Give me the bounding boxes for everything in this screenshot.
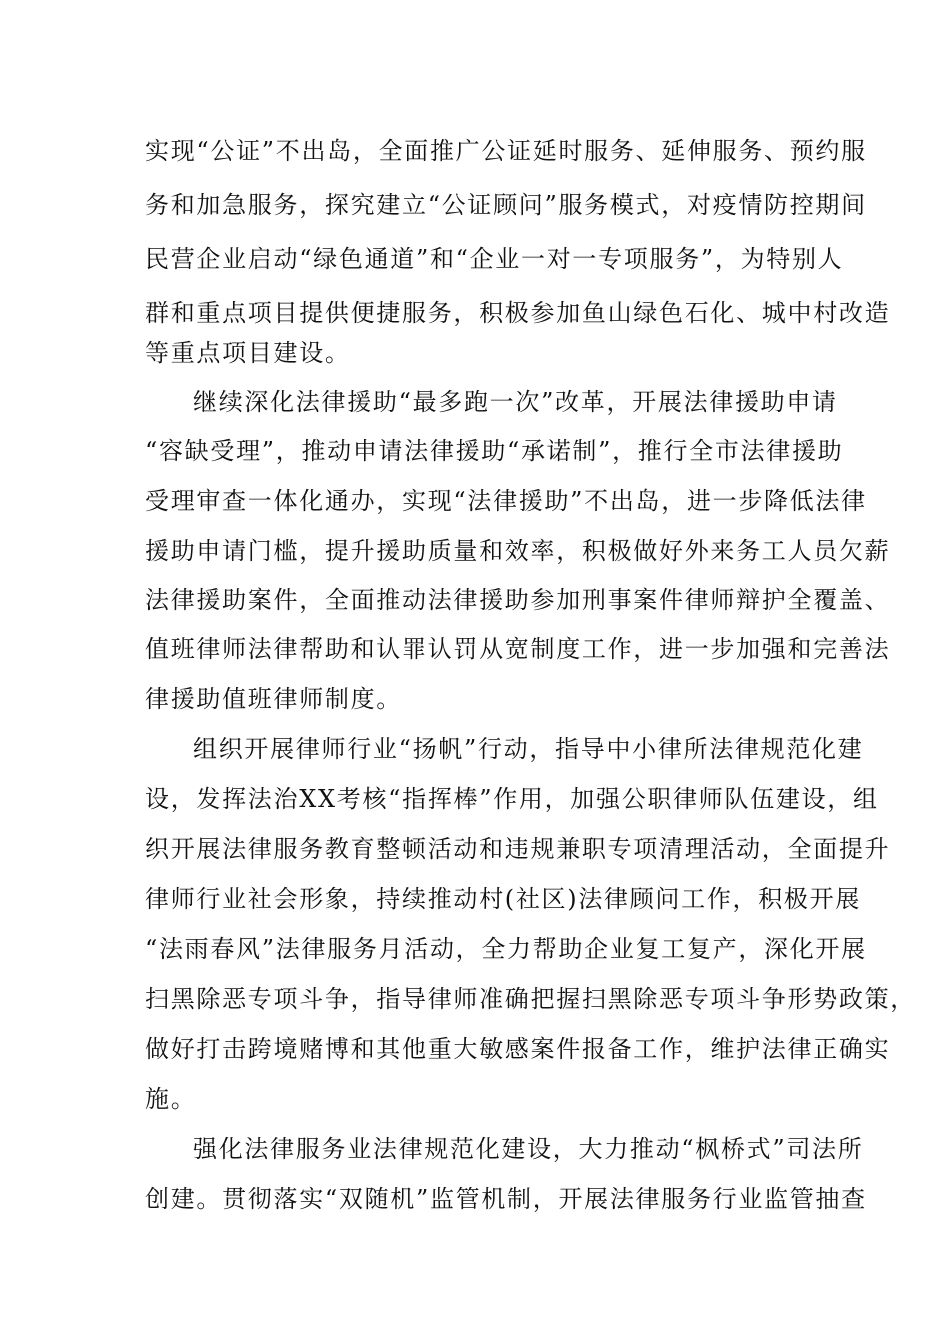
text-line: 务和加急服务，探究建立“公证顾问”服务模式，对疫情防控期间 bbox=[145, 191, 867, 219]
text-line: 织开展法律服务教育整顿活动和违规兼职专项清理活动，全面提升 bbox=[145, 835, 891, 863]
text-line: “法雨春风”法律服务月活动，全力帮助企业复工复产，深化开展 bbox=[145, 935, 867, 963]
text-line: “容缺受理”，推动申请法律援助“承诺制”，推行全市法律援助 bbox=[145, 437, 844, 465]
text-line: 设，发挥法治XX考核“指挥棒”作用，加强公职律师队伍建设，组 bbox=[145, 785, 879, 813]
text-line: 受理审查一体化通办，实现“法律援助”不出岛，进一步降低法律 bbox=[145, 487, 867, 515]
text-line: 施。 bbox=[145, 1085, 197, 1113]
text-line: 扫黑除恶专项斗争，指导律师准确把握扫黑除恶专项斗争形势政策， bbox=[145, 985, 916, 1013]
text-line: 律师行业社会形象，持续推动村(社区)法律顾问工作，积极开展 bbox=[145, 885, 862, 913]
text-line: 群和重点项目提供便捷服务，积极参加鱼山绿色石化、城中村改造 bbox=[145, 299, 891, 327]
text-line: 援助申请门槛，提升援助质量和效率，积极做好外来务工人员欠薪 bbox=[145, 537, 891, 565]
text-line: 创建。贯彻落实“双随机”监管机制，开展法律服务行业监管抽查 bbox=[145, 1185, 867, 1213]
text-line: 实现“公证”不出岛，全面推广公证延时服务、延伸服务、预约服 bbox=[145, 137, 867, 165]
text-line: 做好打击跨境赌博和其他重大敏感案件报备工作，维护法律正确实 bbox=[145, 1035, 891, 1063]
paragraph-first-line: 组织开展律师行业“扬帆”行动，指导中小律所法律规范化建 bbox=[193, 735, 864, 763]
paragraph-first-line: 强化法律服务业法律规范化建设，大力推动“枫桥式”司法所 bbox=[193, 1135, 864, 1163]
text-line: 律援助值班律师制度。 bbox=[145, 685, 402, 713]
text-line: 民营企业启动“绿色通道”和“企业一对一专项服务”，为特别人 bbox=[145, 245, 844, 273]
text-line: 法律援助案件，全面推动法律援助参加刑事案件律师辩护全覆盖、 bbox=[145, 586, 891, 614]
paragraph-first-line: 继续深化法律援助“最多跑一次”改革，开展法律援助申请 bbox=[193, 388, 838, 416]
text-line: 等重点项目建设。 bbox=[145, 339, 351, 367]
text-line: 值班律师法律帮助和认罪认罚从宽制度工作，进一步加强和完善法 bbox=[145, 635, 891, 663]
